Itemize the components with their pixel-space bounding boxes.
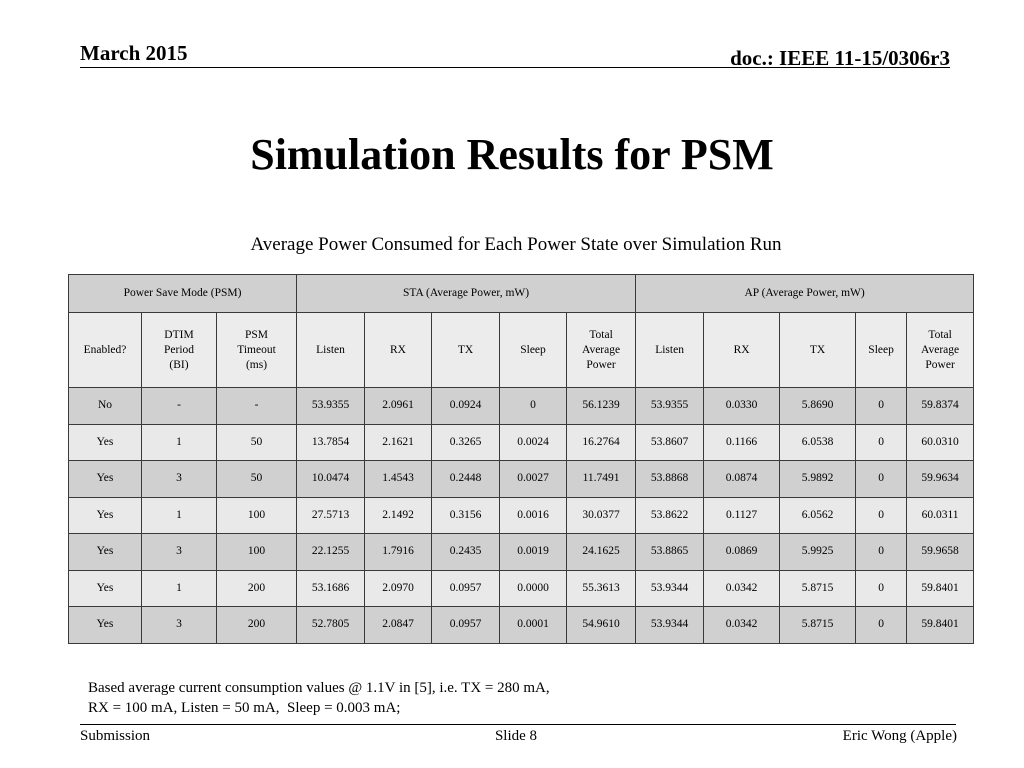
- col-header-enabled: Enabled?: [69, 313, 142, 388]
- table-cell: 0: [856, 570, 907, 607]
- table-cell: No: [69, 388, 142, 425]
- table-cell: 0.3156: [432, 497, 500, 534]
- col-header-ap-listen: Listen: [636, 313, 704, 388]
- psm-results-table: [68, 274, 974, 644]
- table-cell: 0.0342: [704, 570, 780, 607]
- col-header-dtim: DTIM Period (BI): [142, 313, 217, 388]
- table-cell: 0: [856, 388, 907, 425]
- footer-divider: [80, 724, 956, 725]
- table-cell: 27.5713: [297, 497, 365, 534]
- table-cell: 1: [142, 424, 217, 461]
- table-cell: 50: [217, 461, 297, 498]
- table-cell: 1.7916: [365, 534, 432, 571]
- table-row: [69, 424, 974, 461]
- table-cell: 2.0970: [365, 570, 432, 607]
- group-header-psm: Power Save Mode (PSM): [69, 275, 297, 313]
- table-cell: 22.1255: [297, 534, 365, 571]
- table-cell: 3: [142, 607, 217, 644]
- table-cell: 100: [217, 497, 297, 534]
- table-cell: 0.0957: [432, 607, 500, 644]
- col-header-psm-timeout: PSM Timeout (ms): [217, 313, 297, 388]
- table-cell: 5.9925: [780, 534, 856, 571]
- table-cell: 0.0000: [500, 570, 567, 607]
- table-cell: 100: [217, 534, 297, 571]
- table-cell: 0: [856, 424, 907, 461]
- table-cell: 60.0311: [907, 497, 974, 534]
- table-cell: 0: [856, 534, 907, 571]
- slide-title: Simulation Results for PSM: [250, 130, 774, 179]
- table-cell: 1.4543: [365, 461, 432, 498]
- col-header-ap-sleep: Sleep: [856, 313, 907, 388]
- table-cell: 53.8622: [636, 497, 704, 534]
- col-header-ap-total: Total Average Power: [907, 313, 974, 388]
- col-header-sta-tx: TX: [432, 313, 500, 388]
- footer-author: Eric Wong (Apple): [842, 728, 957, 744]
- table-cell: Yes: [69, 461, 142, 498]
- table-cell: 59.8401: [907, 607, 974, 644]
- table-cell: 53.1686: [297, 570, 365, 607]
- table-cell: Yes: [69, 534, 142, 571]
- table-cell: 0.1127: [704, 497, 780, 534]
- group-header-ap: AP (Average Power, mW): [636, 275, 974, 313]
- table-row: [69, 607, 974, 644]
- table-cell: 0.0019: [500, 534, 567, 571]
- table-cell: 0: [856, 461, 907, 498]
- table-cell: 0.2448: [432, 461, 500, 498]
- table-caption: Average Power Consumed for Each Power State over Simulation Run: [250, 234, 782, 255]
- table-cell: 11.7491: [567, 461, 636, 498]
- table-cell: 5.8715: [780, 607, 856, 644]
- col-header-sta-listen: Listen: [297, 313, 365, 388]
- table-cell: 16.2764: [567, 424, 636, 461]
- table-cell: 52.7805: [297, 607, 365, 644]
- table-cell: 0: [856, 607, 907, 644]
- table-cell: 56.1239: [567, 388, 636, 425]
- table-cell: 53.8868: [636, 461, 704, 498]
- table-cell: 53.9355: [297, 388, 365, 425]
- table-cell: -: [142, 388, 217, 425]
- table-cell: 59.9634: [907, 461, 974, 498]
- table-cell: 53.9355: [636, 388, 704, 425]
- table-cell: Yes: [69, 424, 142, 461]
- table-cell: 59.9658: [907, 534, 974, 571]
- table-row: [69, 534, 974, 571]
- table-cell: 5.8715: [780, 570, 856, 607]
- header-divider: [80, 67, 950, 68]
- footnote: [88, 678, 848, 718]
- table-cell: 50: [217, 424, 297, 461]
- group-header-sta: STA (Average Power, mW): [297, 275, 636, 313]
- table-cell: 55.3613: [567, 570, 636, 607]
- col-header-ap-tx: TX: [780, 313, 856, 388]
- table-cell: 0: [500, 388, 567, 425]
- table-row: [69, 497, 974, 534]
- table-cell: 2.0961: [365, 388, 432, 425]
- table-cell: Yes: [69, 497, 142, 534]
- table-cell: 200: [217, 607, 297, 644]
- table-cell: 3: [142, 461, 217, 498]
- table-cell: 0.0874: [704, 461, 780, 498]
- table-cell: 0.0016: [500, 497, 567, 534]
- table-cell: 0.0001: [500, 607, 567, 644]
- table-cell: 53.8607: [636, 424, 704, 461]
- table-cell: 0.3265: [432, 424, 500, 461]
- table-cell: 54.9610: [567, 607, 636, 644]
- table-cell: 2.1492: [365, 497, 432, 534]
- table-cell: 6.0538: [780, 424, 856, 461]
- table-cell: 0.0027: [500, 461, 567, 498]
- table-cell: 60.0310: [907, 424, 974, 461]
- table-cell: 53.9344: [636, 607, 704, 644]
- table-cell: 0.0024: [500, 424, 567, 461]
- table-cell: 1: [142, 570, 217, 607]
- table-row: [69, 570, 974, 607]
- table-cell: 0.0924: [432, 388, 500, 425]
- table-cell: 200: [217, 570, 297, 607]
- table-cell: Yes: [69, 570, 142, 607]
- table-cell: 24.1625: [567, 534, 636, 571]
- col-header-sta-total: Total Average Power: [567, 313, 636, 388]
- table-cell: 10.0474: [297, 461, 365, 498]
- table-cell: 2.1621: [365, 424, 432, 461]
- table-cell: 2.0847: [365, 607, 432, 644]
- table-cell: 0.2435: [432, 534, 500, 571]
- header-doc-id: doc.: IEEE 11-15/0306r3: [730, 46, 950, 70]
- footnote-line-1: Based average current consumption values @ 1.1V in [5], i.e. TX = 280 mA,: [88, 680, 550, 696]
- table-cell: 1: [142, 497, 217, 534]
- table-cell: 0.0957: [432, 570, 500, 607]
- table-cell: 0.0342: [704, 607, 780, 644]
- col-header-sta-rx: RX: [365, 313, 432, 388]
- table-cell: 0: [856, 497, 907, 534]
- header-date: March 2015: [80, 41, 188, 65]
- footer-submission: Submission: [80, 728, 151, 744]
- table-cell: 0.0869: [704, 534, 780, 571]
- table-cell: 0.1166: [704, 424, 780, 461]
- table-cell: -: [217, 388, 297, 425]
- table-cell: 0.0330: [704, 388, 780, 425]
- col-header-ap-rx: RX: [704, 313, 780, 388]
- table-cell: 13.7854: [297, 424, 365, 461]
- table-cell: 5.9892: [780, 461, 856, 498]
- table-cell: 5.8690: [780, 388, 856, 425]
- table-cell: 3: [142, 534, 217, 571]
- table-row: [69, 388, 974, 425]
- table-cell: 59.8401: [907, 570, 974, 607]
- table-cell: 59.8374: [907, 388, 974, 425]
- table-row: [69, 461, 974, 498]
- footnote-line-2: RX = 100 mA, Listen = 50 mA, Sleep = 0.003 mA;: [88, 700, 401, 716]
- footer-slide-number: Slide 8: [494, 728, 538, 744]
- table-cell: Yes: [69, 607, 142, 644]
- table-cell: 53.8865: [636, 534, 704, 571]
- col-header-sta-sleep: Sleep: [500, 313, 567, 388]
- table-cell: 53.9344: [636, 570, 704, 607]
- table-cell: 6.0562: [780, 497, 856, 534]
- table-cell: 30.0377: [567, 497, 636, 534]
